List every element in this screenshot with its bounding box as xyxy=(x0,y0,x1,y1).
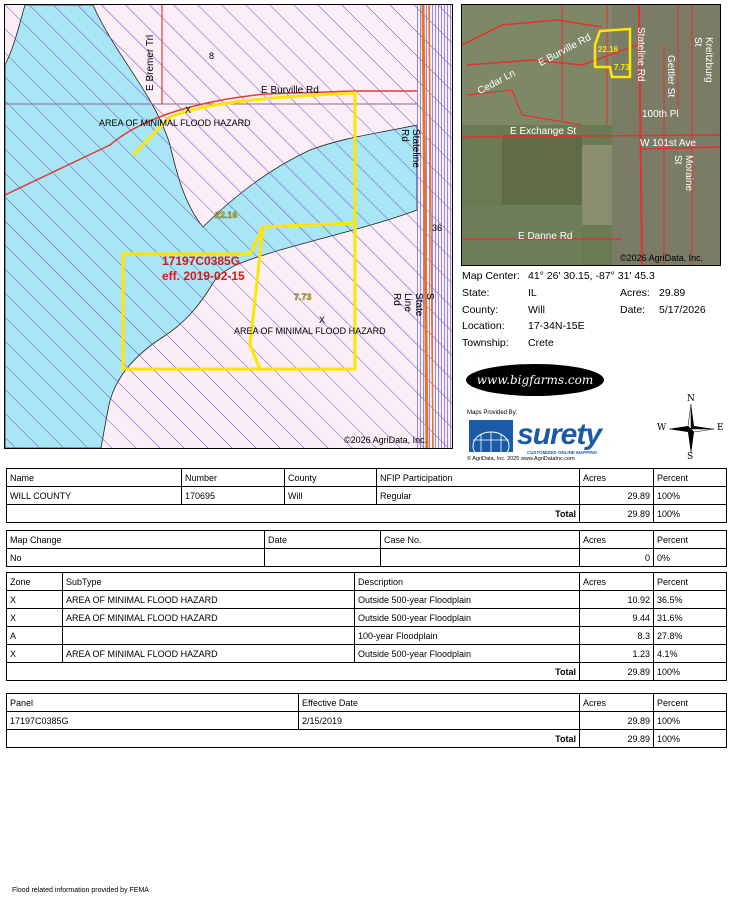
inset-label-gettler: Gettler St xyxy=(665,55,676,98)
compass-w: W xyxy=(657,423,667,433)
table-row xyxy=(7,487,727,505)
table-cell: WILL COUNTY xyxy=(7,487,182,505)
section-number-36: 36 xyxy=(432,223,443,233)
col-header: Zone xyxy=(7,573,63,591)
col-header: Percent xyxy=(654,694,727,712)
table-cell: Outside 500-year Floodplain xyxy=(355,645,580,663)
panel-label: 17197C0385G xyxy=(162,254,241,268)
table-cell: AREA OF MINIMAL FLOOD HAZARD xyxy=(63,645,355,663)
community-table xyxy=(6,468,727,523)
table-cell xyxy=(265,549,381,567)
compass-n: N xyxy=(687,394,695,404)
zone-label: AREA OF MINIMAL FLOOD HAZARD xyxy=(234,326,386,336)
total-percent: 100% xyxy=(654,663,727,681)
table-cell: 100% xyxy=(654,487,727,505)
township-label: Township: xyxy=(462,337,509,349)
location-value: 17-34N-15E xyxy=(528,320,585,332)
table-header-row xyxy=(7,573,727,591)
total-row xyxy=(7,505,727,523)
hatch-overlay xyxy=(5,5,452,448)
compass-rose-icon xyxy=(656,394,726,462)
col-header: Percent xyxy=(654,469,727,487)
zone-marker: X xyxy=(185,105,192,115)
road-label-burville: E Burville Rd xyxy=(261,85,319,96)
table-row xyxy=(7,549,727,567)
table-cell: 0 xyxy=(580,549,654,567)
table-row xyxy=(7,645,727,663)
section-number-8: 8 xyxy=(209,51,215,61)
map-copyright: ©2026 AgriData, Inc. xyxy=(344,435,428,445)
total-label: Total xyxy=(7,663,580,681)
table-cell xyxy=(381,549,580,567)
inset-label-moraine: Moraine St xyxy=(672,155,694,192)
inset-acres-label: 22.16 xyxy=(598,45,619,54)
col-header: Map Change xyxy=(7,531,265,549)
surety-tagline: CUSTOMIZED ONLINE MAPPING xyxy=(527,450,598,455)
location-label: Location: xyxy=(462,320,505,332)
road-label-s-stateline: S State Line Rd xyxy=(391,293,435,317)
table-cell: 100% xyxy=(654,712,727,730)
road-label-stateline: Stateline Rd xyxy=(399,129,421,168)
inset-label-burville: E Burville Rd xyxy=(536,32,594,69)
table-header-row xyxy=(7,531,727,549)
table-row xyxy=(7,627,727,645)
col-header: Acres xyxy=(580,469,654,487)
acres-label: 22.16 xyxy=(215,210,238,220)
inset-label-danne: E Danne Rd xyxy=(518,231,573,242)
total-label: Total xyxy=(7,730,580,748)
date-value: 5/17/2026 xyxy=(659,304,706,316)
total-label: Total xyxy=(7,505,580,523)
township-value: Crete xyxy=(528,337,554,349)
col-header: Description xyxy=(355,573,580,591)
globe-icon xyxy=(469,420,513,452)
table-cell: 9.44 xyxy=(580,609,654,627)
inset-label-exchange: E Exchange St xyxy=(510,126,577,137)
table-cell: Regular xyxy=(377,487,580,505)
inset-label-101st: W 101st Ave xyxy=(640,138,696,149)
col-header: Name xyxy=(7,469,182,487)
col-header: Number xyxy=(182,469,285,487)
table-cell: 29.89 xyxy=(580,487,654,505)
table-cell: 29.89 xyxy=(580,712,654,730)
inset-label-100th: 100th Pl xyxy=(642,109,679,120)
table-cell: 27.8% xyxy=(654,627,727,645)
table-cell: A xyxy=(7,627,63,645)
table-header-row xyxy=(7,469,727,487)
table-cell: 0% xyxy=(654,549,727,567)
total-percent: 100% xyxy=(654,505,727,523)
bigfarms-logo[interactable] xyxy=(466,364,604,396)
total-acres: 29.89 xyxy=(580,505,654,523)
inset-label-stateline: Stateline Rd xyxy=(635,27,646,82)
zone-label: AREA OF MINIMAL FLOOD HAZARD xyxy=(99,118,251,128)
effective-date-label: eff. 2019-02-15 xyxy=(162,269,245,283)
col-header: Acres xyxy=(580,694,654,712)
total-row xyxy=(7,730,727,748)
table-cell: Outside 500-year Floodplain xyxy=(355,591,580,609)
table-cell: 100-year Floodplain xyxy=(355,627,580,645)
table-row xyxy=(7,591,727,609)
table-cell: AREA OF MINIMAL FLOOD HAZARD xyxy=(63,609,355,627)
table-cell: No xyxy=(7,549,265,567)
inset-label-kreitzburg: Kreitzburg St xyxy=(692,37,714,83)
col-header: Date xyxy=(265,531,381,549)
table-cell: Outside 500-year Floodplain xyxy=(355,609,580,627)
map-center-label: Map Center: xyxy=(462,270,520,282)
table-cell: AREA OF MINIMAL FLOOD HAZARD xyxy=(63,591,355,609)
surety-copyright: © AgriData, Inc. 2025 www.AgriDataInc.com xyxy=(467,456,575,462)
table-row xyxy=(7,609,727,627)
compass-s: S xyxy=(687,452,694,462)
table-cell: 17197C0385G xyxy=(7,712,299,730)
table-cell: X xyxy=(7,645,63,663)
col-header: Panel xyxy=(7,694,299,712)
total-row xyxy=(7,663,727,681)
county-value: Will xyxy=(528,304,545,316)
county-label: County: xyxy=(462,304,499,316)
col-header: County xyxy=(285,469,377,487)
col-header: Acres xyxy=(580,531,654,549)
fema-footer-note: Flood related information provided by FEMA xyxy=(12,887,149,894)
table-cell: 36.5% xyxy=(654,591,727,609)
inset-acres-label: 7.73 xyxy=(614,63,630,72)
col-header: Case No. xyxy=(381,531,580,549)
provided-by-text: Maps Provided By: xyxy=(467,410,518,416)
acres-label: 7.73 xyxy=(294,292,312,302)
table-cell: 170695 xyxy=(182,487,285,505)
state-value: IL xyxy=(528,287,537,299)
inset-copyright: ©2026 AgriData, Inc. xyxy=(620,253,704,263)
map-change-table xyxy=(6,530,727,567)
date-label: Date: xyxy=(620,304,646,316)
table-cell: 2/15/2019 xyxy=(299,712,580,730)
zone-table xyxy=(6,572,727,681)
zone-marker: X xyxy=(319,315,326,325)
surety-wordmark: surety xyxy=(517,418,602,451)
total-acres: 29.89 xyxy=(580,663,654,681)
compass-e: E xyxy=(717,423,724,433)
location-inset-map[interactable] xyxy=(461,4,721,266)
table-cell: Will xyxy=(285,487,377,505)
table-cell: 4.1% xyxy=(654,645,727,663)
table-cell: 10.92 xyxy=(580,591,654,609)
inset-label-cedar: Cedar Ln xyxy=(475,67,518,98)
table-cell: X xyxy=(7,591,63,609)
table-cell: X xyxy=(7,609,63,627)
panel-table xyxy=(6,693,727,748)
total-percent: 100% xyxy=(654,730,727,748)
col-header: Percent xyxy=(654,573,727,591)
surety-logo xyxy=(467,410,637,462)
col-header: NFIP Participation xyxy=(377,469,580,487)
acres-label: Acres: xyxy=(620,287,650,299)
col-header: Effective Date xyxy=(299,694,580,712)
table-cell: 1.23 xyxy=(580,645,654,663)
map-center-value: 41° 26' 30.15, -87° 31' 45.3 xyxy=(528,270,655,282)
acres-value: 29.89 xyxy=(659,287,686,299)
table-header-row xyxy=(7,694,727,712)
state-label: State: xyxy=(462,287,490,299)
col-header: SubType xyxy=(63,573,355,591)
table-cell: 8.3 xyxy=(580,627,654,645)
flood-map[interactable] xyxy=(4,4,453,449)
road-label-bremer: E Bremer Trl xyxy=(145,34,156,91)
col-header: Acres xyxy=(580,573,654,591)
table-cell xyxy=(63,627,355,645)
total-acres: 29.89 xyxy=(580,730,654,748)
table-cell: 31.6% xyxy=(654,609,727,627)
col-header: Percent xyxy=(654,531,727,549)
table-row xyxy=(7,712,727,730)
bigfarms-text: www.bigfarms.com xyxy=(476,373,594,387)
